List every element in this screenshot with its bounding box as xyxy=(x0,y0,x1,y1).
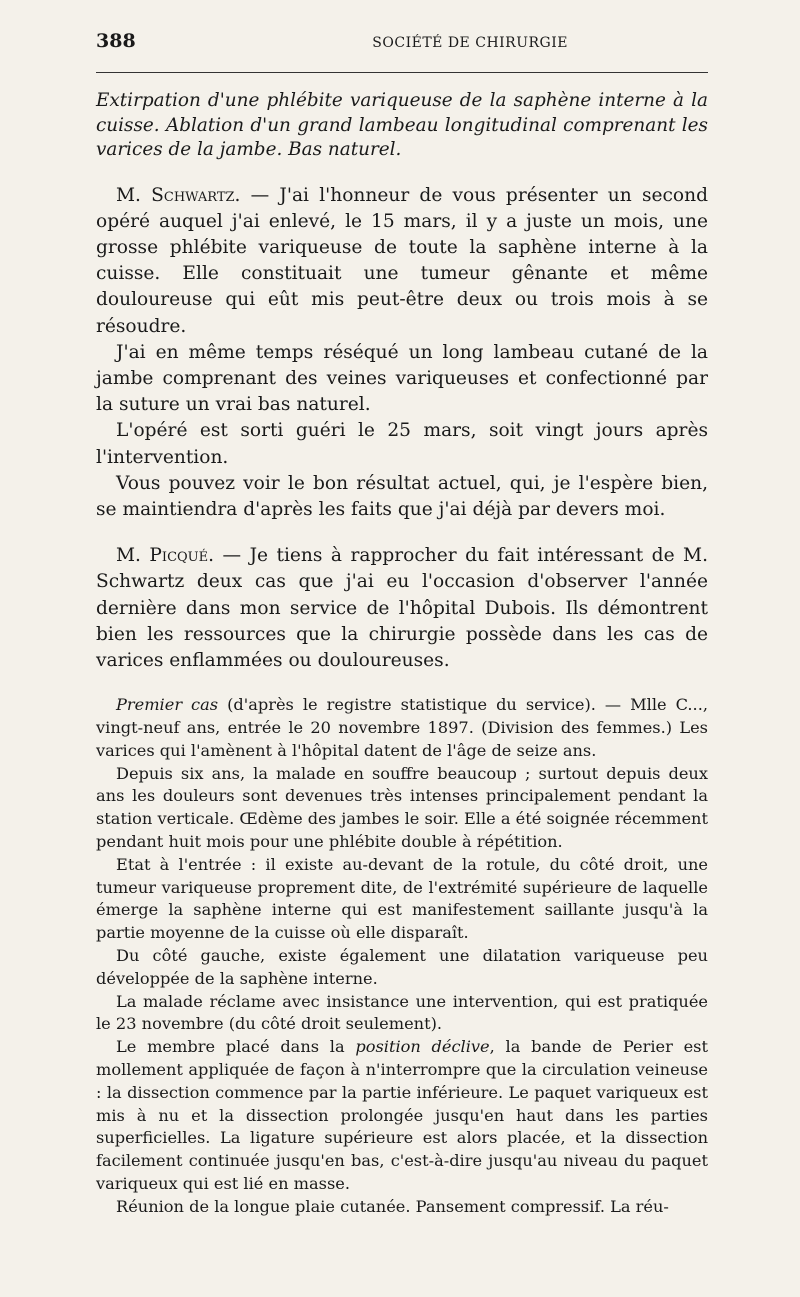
running-title: SOCIÉTÉ DE CHIRURGIE xyxy=(372,35,568,51)
paragraph: L'opéré est sorti guéri le 25 mars, soit vingt jours après l'intervention. xyxy=(96,420,708,468)
paragraph: Etat à l'entrée : il existe au-devant de la rotule, du côté droit, une tumeur variqueuse proprement dite, de l'extrémité supérieure de laquelle émerge la saphène interne qui est manifestement saillante jusqu'à la partie moyenne de la cuisse où elle disparaît. xyxy=(96,854,708,943)
paragraph: La malade réclame avec insistance une intervention, qui est pratiquée le 23 novembre (du côté droit seulement). xyxy=(96,991,708,1034)
page xyxy=(96,30,708,1218)
speaker-name: M. Picqué. xyxy=(116,545,215,567)
schwartz-section xyxy=(96,183,708,524)
paragraph: Vous pouvez voir le bon résultat actuel, qui, je l'espère bien, se maintiendra d'après les faits que j'ai déjà par devers moi. xyxy=(96,472,708,520)
page-header xyxy=(96,30,708,64)
paragraph: Le membre placé dans la position déclive, la bande de Perier est mollement appliquée de façon à n'interrompre que la circulation veineuse : la dissection commence par la partie inférieure. Le paquet variqueux est mis à nu et la dissection prolongée jusqu'en haut dans les parties superficielles. La ligature supérieure est alors placée, et la dissection facilement continuée jusqu'en bas, c'est-à-dire jusqu'au niveau du paquet variqueux qui est lié en masse. xyxy=(96,1037,708,1193)
speaker-name: M. Schwartz. xyxy=(116,184,241,206)
page-number: 388 xyxy=(96,30,136,52)
case-section xyxy=(96,694,708,1218)
picque-section xyxy=(96,543,708,674)
paragraph: Depuis six ans, la malade en souffre beaucoup ; surtout depuis deux ans les douleurs sont devenues très intenses principalement pendant la station verticale. Œdème des jambes le soir. Elle a été soignée récemment pendant huit mois pour une phlébite double à répétition. xyxy=(96,763,708,851)
paragraph: Premier cas (d'après le registre statistique du service). — Mlle C..., vingt-neuf ans, entrée le 20 novembre 1897. (Division des femmes.) Les varices qui l'amènent à l'hôpital datent de l'âge de seize ans. xyxy=(96,695,708,760)
paragraph: M. Picqué. — Je tiens à rapprocher du fait intéressant de M. Schwartz deux cas que j'ai eu l'occasion d'observer l'année dernière dans mon service de l'hôpital Dubois. Ils démontrent bien les ressources que la chirurgie possède dans les cas de varices enflammées ou douloureuses. xyxy=(96,545,708,671)
article-title: Extirpation d'une phlébite variqueuse de la saphène interne à la cuisse. Ablation d'un grand lambeau longitudinal comprenant les varices de la jambe. Bas naturel. xyxy=(96,90,708,160)
header-rule xyxy=(96,72,708,73)
case-label: Premier cas xyxy=(116,695,219,715)
paragraph: Du côté gauche, existe également une dilatation variqueuse peu développée de la saphène interne. xyxy=(96,945,708,988)
paragraph: Réunion de la longue plaie cutanée. Pansement compressif. La réu- xyxy=(116,1196,669,1216)
paragraph: J'ai en même temps réséqué un long lambeau cutané de la jambe comprenant des veines variqueuses et confectionné par la suture un vrai bas naturel. xyxy=(96,341,708,416)
paragraph: M. Schwartz. — J'ai l'honneur de vous présenter un second opéré auquel j'ai enlevé, le 15 mars, il y a juste un mois, une grosse phlébite variqueuse de toute la saphène interne à la cuisse. Elle constituait une tumeur gênante et même douloureuse qui eût mis peut-être deux ou trois mois à se résoudre. xyxy=(96,184,708,337)
